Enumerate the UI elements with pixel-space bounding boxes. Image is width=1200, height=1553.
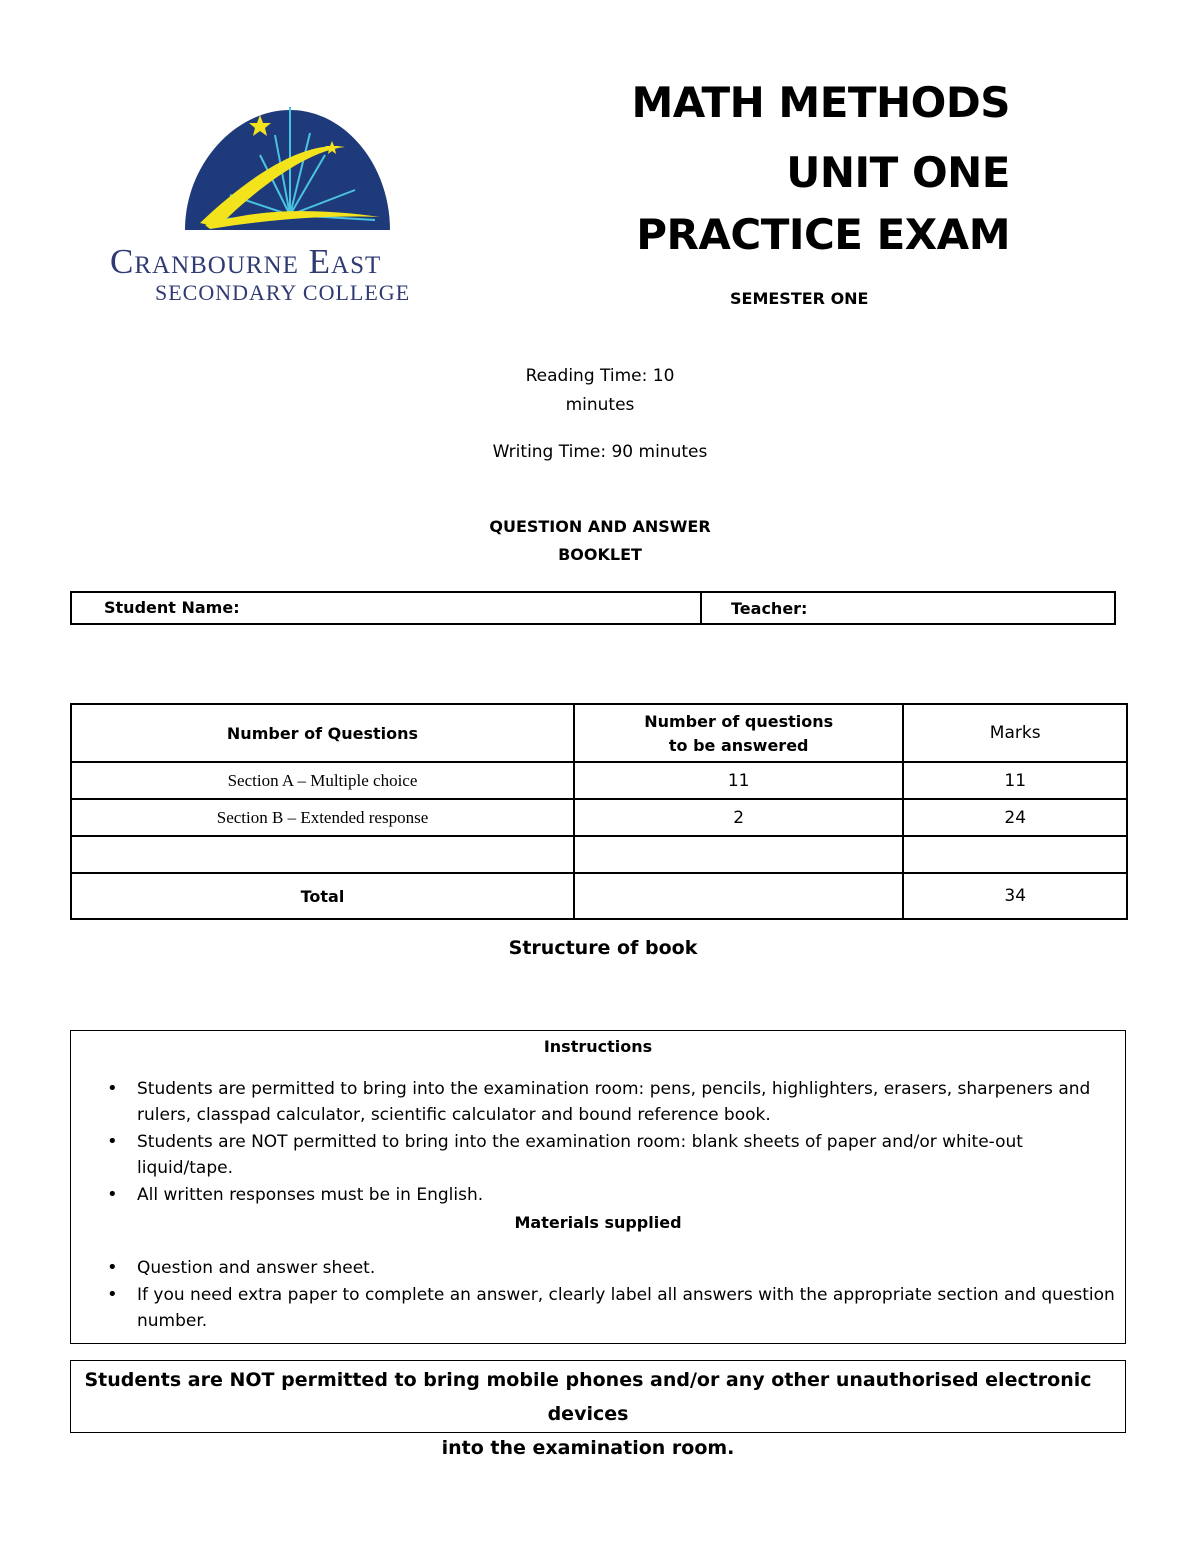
table-caption: Structure of book [508, 937, 698, 959]
booklet-title-line1: QUESTION AND ANSWER [489, 517, 711, 536]
list-item: • Students are permitted to bring into the examination room: pens, pencils, highlighters, erasers, sharpeners and rulers, classpad calculator, scientific calculator and bound reference book. [105, 1076, 1115, 1128]
list-item: • Question and answer sheet. [105, 1255, 1115, 1281]
empty-cell [71, 836, 574, 873]
list-item: • Students are NOT permitted to bring into the examination room: blank sheets of paper and/or white-out liquid/tape. [105, 1129, 1115, 1181]
empty-cell [903, 836, 1127, 873]
empty-cell [574, 873, 903, 919]
header-questions-to-answer [574, 704, 903, 762]
school-name-line2: SECONDARY COLLEGE [155, 280, 411, 305]
reading-time-line1: Reading Time: 10 [525, 366, 675, 386]
student-name-field[interactable]: Student Name: [104, 598, 240, 617]
header-questions-line2: to be answered [668, 735, 809, 755]
writing-time: Writing Time: 90 minutes [492, 442, 708, 462]
table-row [71, 799, 1127, 836]
booklet-title-line2: BOOKLET [558, 545, 642, 564]
table-row-empty [71, 836, 1127, 873]
empty-cell [574, 836, 903, 873]
header-number-of-questions: Number of Questions [71, 704, 574, 762]
questions-count: 2 [574, 799, 903, 836]
header-marks: Marks [903, 704, 1127, 762]
table-header-row [71, 704, 1127, 762]
exam-title-line1: MATH METHODS [631, 78, 1010, 127]
questions-count: 11 [574, 762, 903, 799]
instructions-list [105, 1076, 1115, 1209]
materials-heading: Materials supplied [514, 1213, 682, 1232]
marks-value: 11 [903, 762, 1127, 799]
semester-label: SEMESTER ONE [730, 289, 869, 308]
total-label: Total [71, 873, 574, 919]
warning-text [70, 1363, 1106, 1465]
section-name: Section B – Extended response [71, 799, 574, 836]
total-marks: 34 [903, 873, 1127, 919]
header-questions-line1: Number of questions [644, 711, 834, 731]
list-item: • If you need extra paper to complete an answer, clearly label all answers with the appropriate section and question number. [105, 1282, 1115, 1334]
table-row [71, 762, 1127, 799]
teacher-field[interactable]: Teacher: [731, 599, 808, 618]
instructions-heading: Instructions [543, 1037, 653, 1056]
section-name: Section A – Multiple choice [71, 762, 574, 799]
warning-line1: Students are NOT permitted to bring mobile phones and/or any other unauthorised electronic devices [84, 1369, 1092, 1425]
student-details-divider [700, 591, 702, 625]
materials-list [105, 1255, 1115, 1335]
structure-table [70, 703, 1128, 920]
exam-title-line2: UNIT ONE [786, 148, 1010, 197]
marks-value: 24 [903, 799, 1127, 836]
exam-title-line3: PRACTICE EXAM [636, 210, 1010, 259]
school-name-line1: Cranbourne East [110, 242, 382, 281]
warning-line2: into the examination room. [441, 1437, 735, 1459]
reading-time-line2: minutes [565, 395, 635, 415]
list-item: • All written responses must be in English. [105, 1182, 1115, 1208]
table-total-row [71, 873, 1127, 919]
